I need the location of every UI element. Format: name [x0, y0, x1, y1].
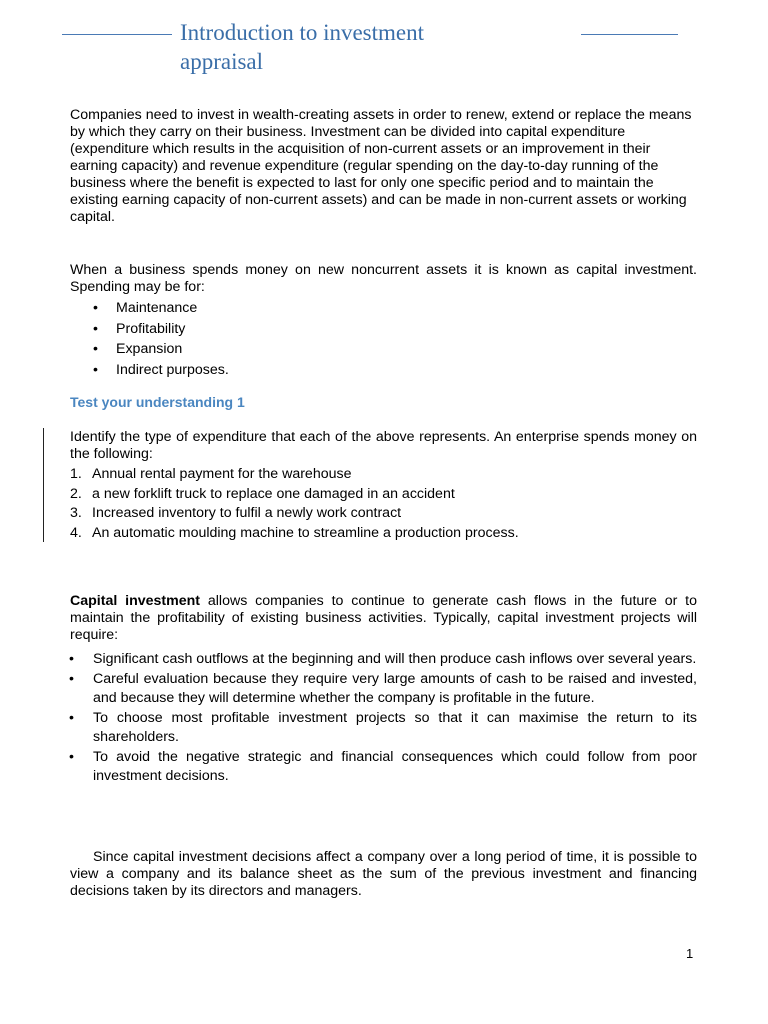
bullet-icon: • [93, 320, 98, 337]
list-item-text: An automatic moulding machine to streamline a production process. [92, 524, 519, 541]
list-item-text: Maintenance [116, 300, 198, 316]
bullet-icon: • [93, 341, 98, 357]
bullet-icon: • [69, 651, 74, 667]
list-item [69, 748, 697, 787]
test-understanding-heading: Test your understanding 1 [70, 394, 245, 410]
list-item-text: To avoid the negative strategic and financial consequences which could follow from poor investment decisions. [93, 748, 697, 784]
list-item [69, 670, 697, 709]
capital-spend-paragraph: When a business spends money on new noncurrent assets it is known as capital investment. Spending may be for: [70, 262, 697, 295]
list-number: 1. [70, 466, 82, 482]
chapter-title-line1: Introduction to investment [180, 20, 425, 45]
capital-investment-paragraph [70, 593, 697, 644]
header-rule-left [62, 34, 172, 35]
list-item-text: Expansion [116, 341, 183, 357]
list-item-text: Annual rental payment for the warehouse [92, 466, 352, 482]
list-item-text: Increased inventory to fulfil a newly work contract [92, 505, 402, 521]
list-number: 3. [70, 505, 82, 521]
page-header [62, 16, 682, 80]
paragraph-text: allows companies to continue to generate cash flows in the future or to maintain the profitability of existing business activities. Typically, capital investment projects will require: [70, 593, 697, 643]
closing-paragraph: Since capital investment decisions affect a company over a long period of time, it is possible to view a company and its balance sheet as the sum of the previous investment and financing decisions taken by its directors and managers. [70, 849, 697, 899]
spending-purpose-list [93, 298, 516, 380]
list-item [93, 298, 516, 319]
bold-term: Capital investment [70, 593, 201, 609]
chapter-title-line2: appraisal [180, 49, 264, 74]
list-number: 2. [70, 485, 82, 502]
list-item [70, 504, 697, 524]
bullet-icon: • [69, 748, 74, 765]
test-prompt: Identify the type of expenditure that each of the above represents. An enterprise spends money on the following: [70, 429, 697, 462]
bullet-icon: • [93, 361, 98, 378]
capital-requirements-list [69, 650, 697, 787]
list-item-text: Careful evaluation because they require very large amounts of cash to be raised and invested, and because they will determine whether the company is profitable in the future. [93, 670, 697, 706]
bullet-icon: • [93, 300, 98, 316]
chapter-title [180, 18, 510, 76]
list-item [93, 360, 516, 381]
list-item [93, 339, 516, 360]
intro-paragraph: Companies need to invest in wealth-creating assets in order to renew, extend or replace the means by which they carry on their business. Investment can be divided into capital expenditure (expenditure which results in the acquisition of non-current assets or an improvement in their earning capacity) and revenue expenditure (regular spending on the day-to-day running of the business where the benefit is expected to last for only one specific period and to maintain the existing earning capacity of non-current assets) and can be made in non-current assets or working capital. [70, 107, 692, 225]
list-item-text: Profitability [116, 320, 186, 337]
bullet-icon: • [69, 670, 74, 687]
page-number: 1 [686, 946, 694, 961]
list-item [70, 465, 697, 485]
revision-bar [43, 428, 44, 542]
list-item [93, 319, 516, 340]
list-item [70, 524, 697, 544]
expenditure-list [70, 465, 697, 543]
list-item-text: a new forklift truck to replace one damaged in an accident [92, 485, 455, 502]
list-item-text: Significant cash outflows at the beginning and will then produce cash inflows over several years. [93, 651, 697, 667]
list-number: 4. [70, 524, 82, 541]
list-item [69, 709, 697, 748]
bullet-icon: • [69, 709, 74, 726]
list-item-text: Indirect purposes. [116, 361, 229, 378]
list-item [70, 485, 697, 505]
list-item [69, 650, 697, 670]
list-item-text: To choose most profitable investment projects so that it can maximise the return to its shareholders. [93, 709, 697, 745]
header-rule-right [581, 34, 678, 35]
